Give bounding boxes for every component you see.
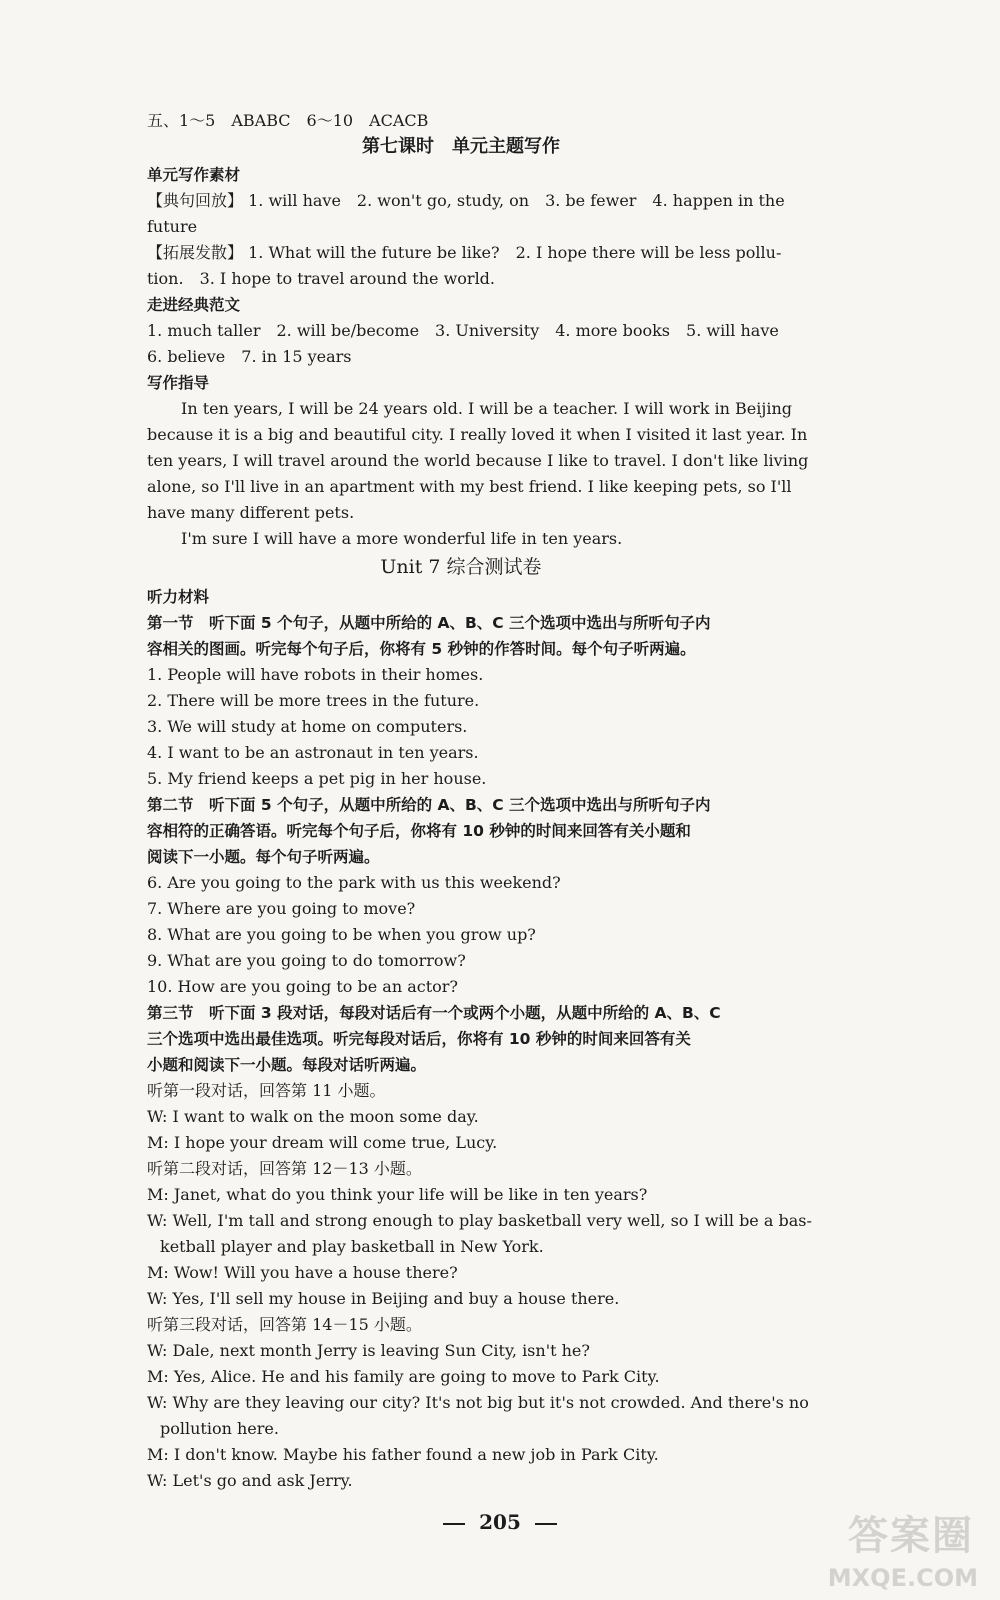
- text-line: M: I hope your dream will come true, Lucy.: [147, 1133, 498, 1152]
- watermark-logo: [812, 1504, 982, 1592]
- text-line: 7. Where are you going to move?: [147, 899, 416, 918]
- text-line: future: [147, 217, 198, 236]
- text-line: 1. People will have robots in their homes.: [147, 665, 484, 684]
- text-line: M: Yes, Alice. He and his family are going to move to Park City.: [147, 1367, 660, 1386]
- page-number-dash-left: [443, 1523, 465, 1525]
- text-line: 5. My friend keeps a pet pig in her house.: [147, 769, 487, 788]
- watermark-text: 答案圈: [848, 1513, 974, 1559]
- text-line: have many different pets.: [147, 503, 355, 522]
- text-line: 听第二段对话，回答第 12－13 小题。: [147, 1159, 422, 1178]
- text-line: Unit 7 综合测试卷: [380, 556, 542, 578]
- text-line: 2. There will be more trees in the future.: [147, 691, 480, 710]
- text-line: 【典句回放】 1. will have 2. won't go, study, on 3. be fewer 4. happen in the: [147, 191, 785, 210]
- text-line: 听力材料: [147, 588, 210, 606]
- text-line: because it is a big and beautiful city. I really loved it when I visited it last year. In: [147, 425, 808, 444]
- text-line: 容相符的正确答语。听完每个句子后，你将有 10 秒钟的时间来回答有关小题和: [147, 822, 691, 840]
- text-line: 第七课时 单元主题写作: [362, 136, 560, 157]
- text-line: 走进经典范文: [147, 296, 241, 314]
- watermark-url: MXQE.COM: [827, 1564, 978, 1592]
- text-line: 阅读下一小题。每个句子听两遍。: [147, 848, 380, 866]
- text-line: 写作指导: [147, 374, 210, 392]
- text-line: 听第三段对话，回答第 14－15 小题。: [147, 1315, 422, 1334]
- text-line: 4. I want to be an astronaut in ten years.: [147, 743, 479, 762]
- text-line: M: Wow! Will you have a house there?: [147, 1263, 458, 1282]
- text-line: I'm sure I will have a more wonderful life in ten years.: [181, 529, 623, 548]
- text-line: ketball player and play basketball in New York.: [160, 1237, 544, 1256]
- text-line: 10. How are you going to be an actor?: [147, 977, 458, 996]
- text-line: 8. What are you going to be when you grow up?: [147, 925, 536, 944]
- text-line: W: I want to walk on the moon some day.: [147, 1107, 479, 1126]
- page-number-dash-right: [535, 1523, 557, 1525]
- text-line: W: Dale, next month Jerry is leaving Sun City, isn't he?: [147, 1341, 590, 1360]
- text-line: 1. much taller 2. will be/become 3. University 4. more books 5. will have: [147, 321, 779, 340]
- text-line: 【拓展发散】 1. What will the future be like? 2. I hope there will be less pollu-: [147, 243, 782, 262]
- text-line: W: Why are they leaving our city? It's not big but it's not crowded. And there's no: [147, 1393, 809, 1412]
- text-line: W: Yes, I'll sell my house in Beijing and buy a house there.: [147, 1289, 620, 1308]
- text-line: 6. believe 7. in 15 years: [147, 347, 352, 366]
- text-line: 单元写作素材: [147, 166, 241, 184]
- text-line: M: Janet, what do you think your life will be like in ten years?: [147, 1185, 648, 1204]
- text-line: W: Well, I'm tall and strong enough to play basketball very well, so I will be a bas-: [147, 1211, 812, 1230]
- text-line: alone, so I'll live in an apartment with my best friend. I like keeping pets, so I'll: [147, 477, 792, 496]
- text-line: 小题和阅读下一小题。每段对话听两遍。: [147, 1056, 427, 1074]
- text-line: 6. Are you going to the park with us this weekend?: [147, 873, 561, 892]
- text-line: 第三节 听下面 3 段对话，每段对话后有一个或两个小题，从题中所给的 A、B、C: [147, 1004, 721, 1022]
- text-line: M: I don't know. Maybe his father found a new job in Park City.: [147, 1445, 659, 1464]
- text-line: tion. 3. I hope to travel around the world.: [147, 269, 496, 288]
- page-number-text: 205: [479, 1510, 521, 1534]
- text-line: 听第一段对话，回答第 11 小题。: [147, 1081, 386, 1100]
- text-line: 三个选项中选出最佳选项。听完每段对话后，你将有 10 秒钟的时间来回答有关: [147, 1030, 691, 1048]
- text-line: W: Let's go and ask Jerry.: [147, 1471, 353, 1490]
- text-line: 第一节 听下面 5 个句子，从题中所给的 A、B、C 三个选项中选出与所听句子内: [147, 614, 711, 632]
- text-line: 9. What are you going to do tomorrow?: [147, 951, 466, 970]
- text-line: pollution here.: [160, 1419, 279, 1438]
- text-line: 容相关的图画。听完每个句子后，你将有 5 秒钟的作答时间。每个句子听两遍。: [147, 640, 696, 658]
- text-line: 第二节 听下面 5 个句子，从题中所给的 A、B、C 三个选项中选出与所听句子内: [147, 796, 711, 814]
- text-line: 3. We will study at home on computers.: [147, 717, 468, 736]
- text-line: In ten years, I will be 24 years old. I will be a teacher. I will work in Beijing: [181, 399, 792, 418]
- text-line: 五、1～5 ABABC 6～10 ACACB: [147, 111, 429, 130]
- text-line: ten years, I will travel around the world because I like to travel. I don't like living: [147, 451, 809, 470]
